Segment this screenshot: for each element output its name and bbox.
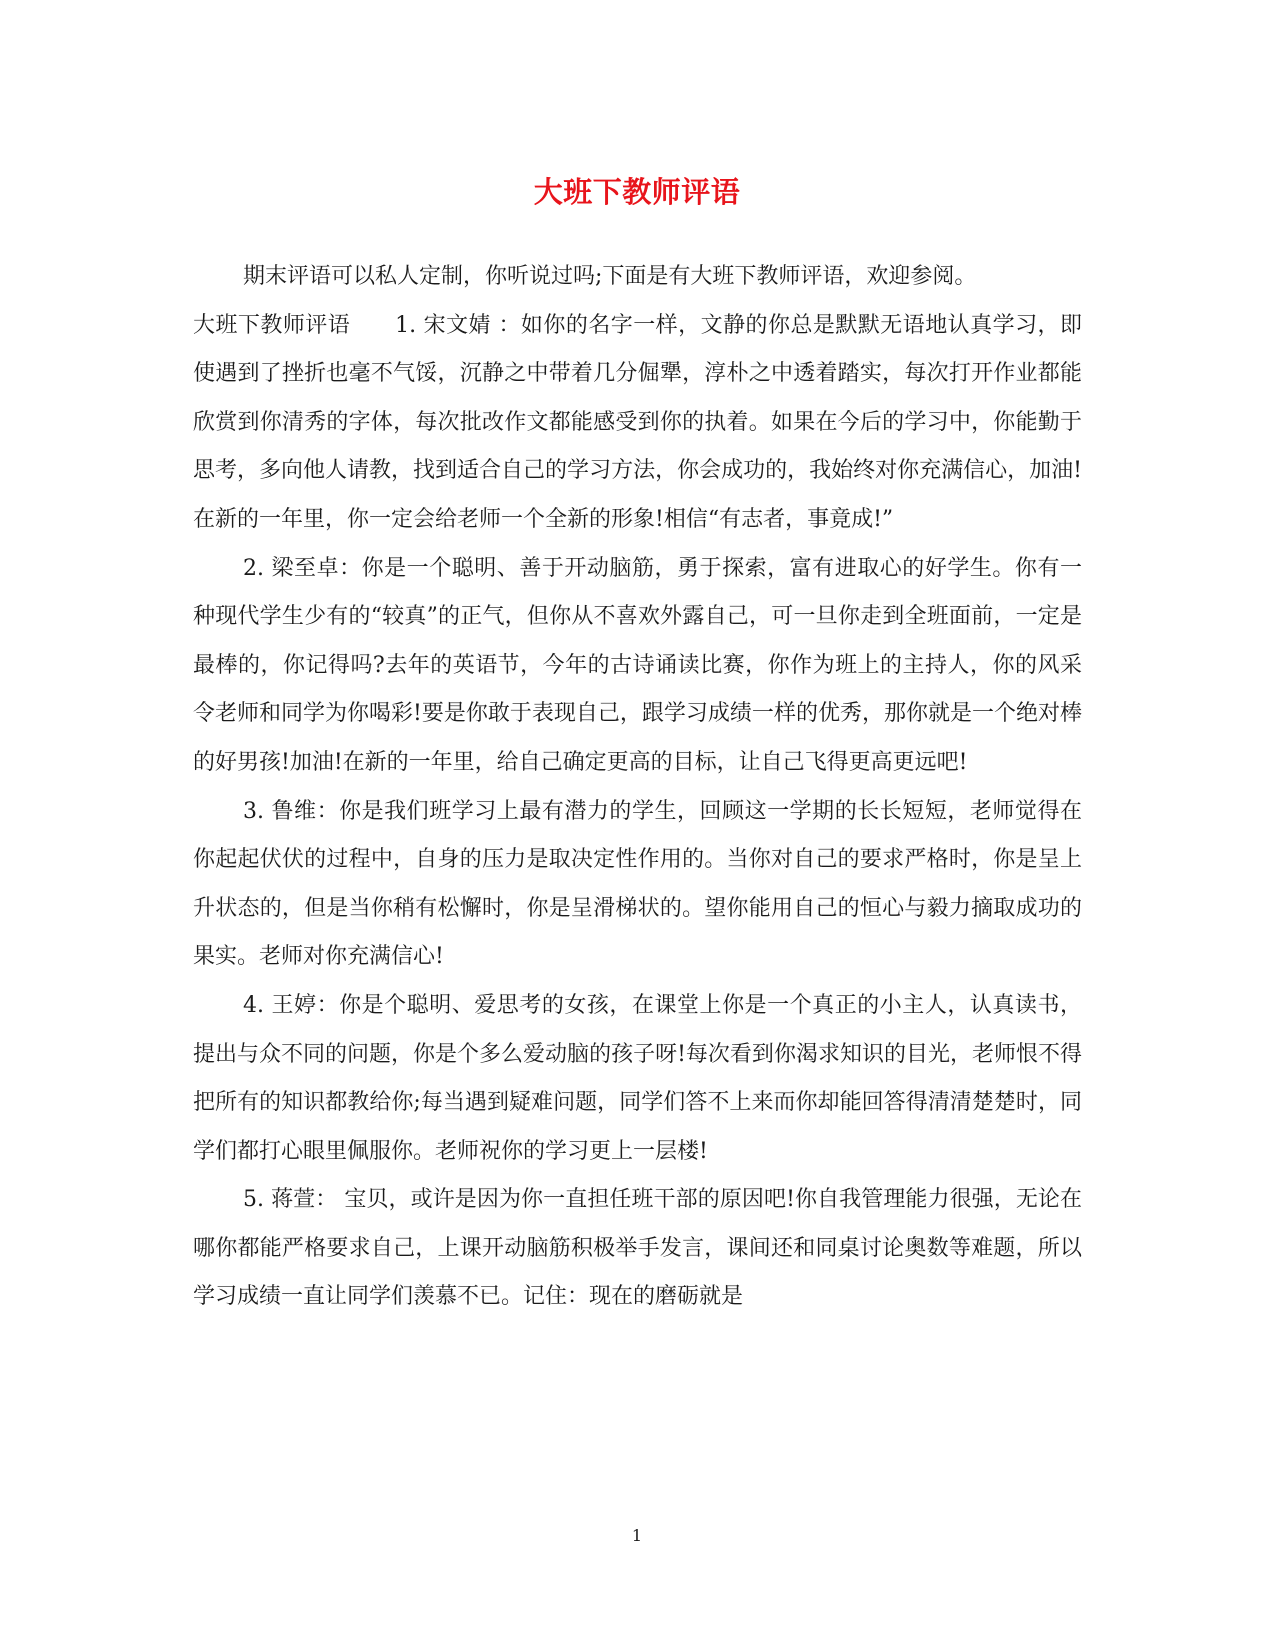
page-number: 1	[631, 1526, 643, 1545]
paragraph-comment-3: 3. 鲁维：你是我们班学习上最有潜力的学生，回顾这一学期的长长短短，老师觉得在你起起伏伏的过程中，自身的压力是取决定性作用的。当你对自己的要求严格时，你是呈上升状态的，但是当你稍有松懈时，你是呈滑梯状的。望你能用自己的恒心与毅力摘取成功的果实。老师对你充满信心!	[193, 798, 1082, 970]
document-title: 大班下教师评语	[533, 175, 741, 209]
paragraph-comment-2: 2. 梁至卓：你是一个聪明、善于开动脑筋，勇于探索，富有进取心的好学生。你有一种现代学生少有的“较真”的正气，但你从不喜欢外露自己，可一旦你走到全班面前，一定是最棒的，你记得吗?去年的英语节，今年的古诗诵读比赛，你作为班上的主持人，你的风采令老师和同学为你喝彩!要是你敢于表现自己，跟学习成绩一样的优秀，那你就是一个绝对棒的好男孩!加油!在新的一年里，给自己确定更高的目标，让自己飞得更高更远吧!	[193, 555, 1082, 775]
paragraph-comment-4: 4. 王婷：你是个聪明、爱思考的女孩，在课堂上你是一个真正的小主人，认真读书，提出与众不同的问题，你是个多么爱动脑的孩子呀!每次看到你渴求知识的目光，老师恨不得把所有的知识都教给你;每当遇到疑难问题，同学们答不上来而你却能回答得清清楚楚时，同学们都打心眼里佩服你。老师祝你的学习更上一层楼!	[193, 992, 1082, 1164]
paragraph-comment-1: 大班下教师评语 1. 宋文婧 ：如你的名字一样，文静的你总是默默无语地认真学习，即使遇到了挫折也毫不气馁，沉静之中带着几分倔犟，淳朴之中透着踏实，每次打开作业都能欣赏到你清秀的字体，每次批改作文都能感受到你的执着。如果在今后的学习中，你能勤于思考，多向他人请教，找到适合自己的学习方法，你会成功的，我始终对你充满信心，加油!在新的一年里，你一定会给老师一个全新的形象!相信“有志者，事竟成!”	[193, 312, 1082, 532]
paragraph-comment-5: 5. 蒋萱： 宝贝，或许是因为你一直担任班干部的原因吧!你自我管理能力很强，无论在哪你都能严格要求自己，上课开动脑筋积极举手发言，课间还和同桌讨论奥数等难题，所以学习成绩一直让同学们羡慕不已。记住：现在的磨砺就是	[193, 1187, 1082, 1310]
document-body	[193, 253, 1082, 1322]
paragraph-intro: 期末评语可以私人定制，你听说过吗;下面是有大班下教师评语，欢迎参阅。	[243, 264, 977, 289]
